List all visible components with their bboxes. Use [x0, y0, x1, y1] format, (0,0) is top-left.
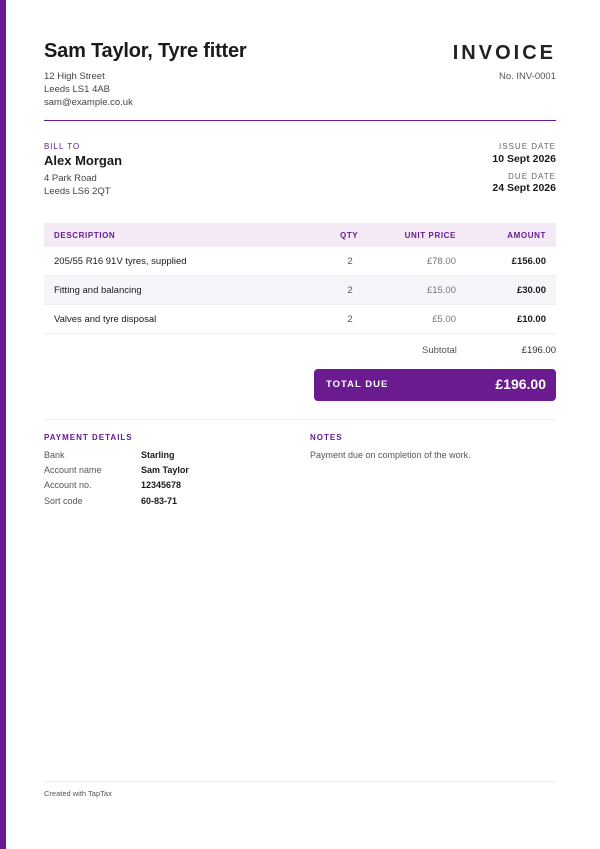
row-qty: 2	[347, 285, 353, 296]
line-items-table	[44, 223, 556, 334]
footer-divider	[44, 781, 556, 782]
invoice-number: No. INV-0001	[498, 71, 556, 82]
row-unit-price: £15.00	[426, 285, 456, 296]
due-date-value: 24 Sept 2026	[492, 182, 556, 194]
total-due-label: TOTAL DUE	[326, 379, 389, 390]
footer-credit: Created with TapTax	[44, 789, 112, 798]
row-description: 205/55 R16 91V tyres, supplied	[54, 256, 187, 267]
table-row	[44, 247, 556, 276]
row-description: Valves and tyre disposal	[54, 314, 157, 325]
subtotal-label: Subtotal	[422, 345, 457, 356]
invoice-title: INVOICE	[452, 42, 556, 64]
business-address	[44, 70, 133, 109]
payment-value: Starling	[141, 450, 175, 460]
total-due-box	[314, 369, 556, 401]
payment-key: Sort code	[44, 496, 83, 506]
row-unit-price: £78.00	[426, 256, 456, 267]
notes-text: Payment due on completion of the work.	[310, 450, 471, 460]
payment-row-account-no	[44, 480, 304, 494]
payment-key: Bank	[44, 450, 65, 460]
bill-to-address	[44, 172, 111, 198]
payment-row-account-name	[44, 465, 304, 479]
invoice-page	[44, 0, 556, 849]
header-amount: AMOUNT	[507, 231, 546, 240]
section-divider	[44, 419, 556, 420]
row-qty: 2	[347, 256, 353, 267]
payment-row-sort-code	[44, 496, 304, 510]
row-amount: £156.00	[511, 256, 546, 267]
payment-value: 12345678	[141, 480, 182, 490]
issue-date-label: ISSUE DATE	[499, 142, 556, 151]
accent-bar	[0, 0, 6, 849]
bill-to-label: BILL TO	[44, 142, 81, 151]
payment-details-label: PAYMENT DETAILS	[44, 433, 133, 442]
subtotal-value: £196.00	[521, 345, 556, 356]
issue-date-value: 10 Sept 2026	[492, 153, 556, 165]
table-header	[44, 223, 556, 247]
business-address-line1: 12 High Street	[44, 71, 105, 82]
business-address-line2: Leeds LS1 4AB	[44, 84, 111, 95]
payment-row-bank	[44, 450, 304, 464]
payment-value: Sam Taylor	[141, 465, 189, 475]
table-row	[44, 276, 556, 305]
row-description: Fitting and balancing	[54, 285, 142, 296]
bill-to-address-line2: Leeds LS6 2QT	[44, 186, 111, 197]
invoice-header	[44, 38, 556, 118]
total-due-value: £196.00	[495, 376, 546, 392]
due-date-label: DUE DATE	[508, 172, 556, 181]
business-email: sam@example.co.uk	[44, 97, 133, 108]
payment-key: Account no.	[44, 480, 92, 490]
header-unit-price: UNIT PRICE	[404, 231, 456, 240]
row-qty: 2	[347, 314, 353, 325]
payment-value: 60-83-71	[141, 496, 178, 506]
bill-to-name: Alex Morgan	[44, 153, 123, 168]
table-row	[44, 305, 556, 334]
header-qty: QTY	[340, 231, 359, 240]
header-divider	[44, 120, 556, 121]
bill-to-address-line1: 4 Park Road	[44, 173, 97, 184]
notes-label: NOTES	[310, 433, 343, 442]
business-name: Sam Taylor, Tyre fitter	[44, 40, 247, 62]
row-unit-price: £5.00	[432, 314, 456, 325]
row-amount: £30.00	[516, 285, 546, 296]
payment-key: Account name	[44, 465, 102, 475]
row-amount: £10.00	[516, 314, 546, 325]
header-description: DESCRIPTION	[54, 231, 116, 240]
